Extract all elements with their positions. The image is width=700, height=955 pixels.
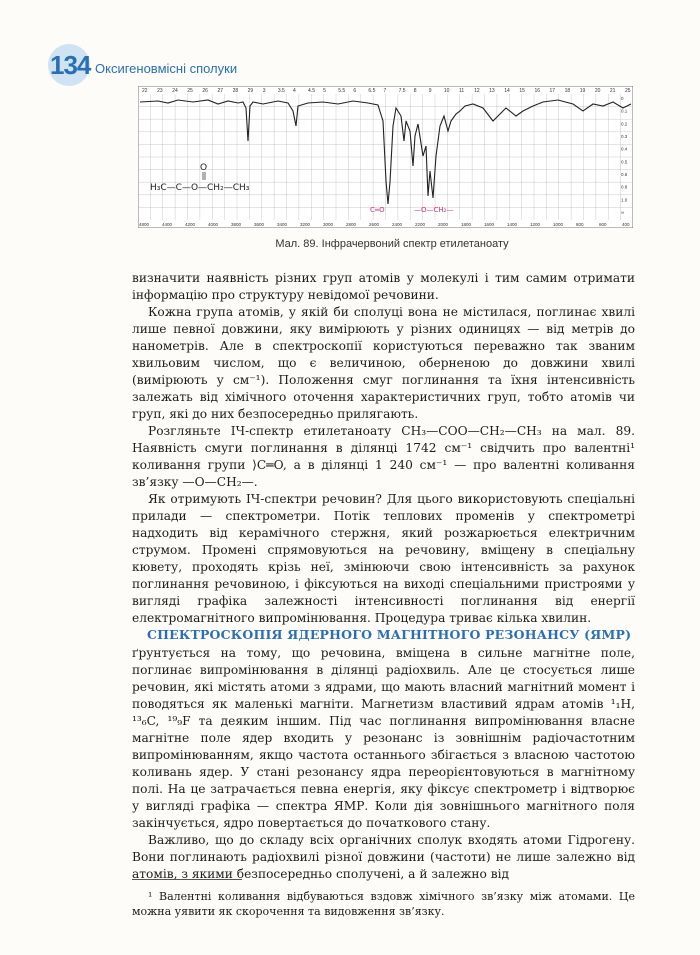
paragraph-5: ґрунтується на тому, що речовина, вміщена в сильне магнітне поле, поглинає випромінювання в ділянці радіохвиль. Але це стосується лише речовин, які містять атоми з ядрами, що мають власний магнітний момент і поводяться як маленькі магніти. Магнетизм властивий ядрам атомів ¹₁H, ¹³₆C, ¹⁹₉F та деяким іншим. Під час поглинання випромінювання власне магнітне поле ядер входить у резонанс із зовнішнім радіочастотним випромінюванням, якщо частота останнього збігається з власною частотою коливань ядер. У стані резонансу ядра переорієнтовуються в магнітному полі. На це затрачається певна енергія, яку фіксує спектрометр і відтворює у вигляді графіка — спектра ЯМР. Коли дія зовнішнього магнітного поля закінчується, ядро повертається до початкового стану. (132, 646, 635, 830)
body-text-top (132, 270, 635, 627)
figure-caption: Мал. 89. Інфрачервоний спектр етилетаноату (275, 238, 509, 250)
bottom-tick-label: 2400 (392, 222, 403, 227)
top-tick-label: 8 (413, 88, 417, 94)
top-tick-label: 25 (625, 88, 631, 94)
top-tick-label: 9 (428, 88, 432, 94)
bottom-tick-label: 3400 (277, 222, 288, 227)
top-tick-label: 4 (292, 88, 296, 94)
top-tick-label: 18 (564, 88, 571, 94)
section-heading-nmr: СПЕКТРОСКОПІЯ ЯДЕРНОГО МАГНІТНОГО РЕЗОНАНСУ (ЯМР) (147, 627, 632, 642)
bottom-tick-label: 2600 (369, 222, 380, 227)
top-tick-label: 12 (474, 88, 480, 94)
top-tick-label: 3.5 (277, 88, 285, 94)
formula-ethyl-ethanoate: H₃C—C—O—CH₂—CH₃ (150, 183, 250, 193)
top-tick-label: 27 (217, 88, 224, 94)
peak-label-carbonyl: C═O (370, 206, 385, 214)
top-tick-label: 10 (443, 88, 450, 94)
top-tick-label: 6 (353, 88, 357, 94)
right-tick-label: 0.2 (621, 121, 628, 127)
right-tick-label: ∞ (621, 210, 625, 215)
bottom-tick-label: 1800 (461, 222, 472, 227)
bottom-tick-label: 2200 (415, 222, 426, 227)
page-number: 134 (50, 50, 91, 80)
bottom-tick-label: 400 (622, 222, 630, 227)
top-tick-label: 7 (383, 88, 387, 94)
footnote: ¹ Валентні коливання відбуваються вздовж хімічного зв’язку між атомами. Це можна уявити як скорочення та видовження зв’язку. (132, 890, 635, 918)
bottom-tick-label: 1200 (530, 222, 541, 227)
bottom-tick-label: 1000 (553, 222, 564, 227)
bottom-tick-label: 3600 (254, 222, 265, 227)
top-tick-label: 4.5 (308, 88, 315, 94)
top-tick-label: 15 (519, 88, 525, 94)
top-tick-label: 21 (609, 88, 616, 94)
bottom-tick-label: 800 (576, 222, 584, 227)
bottom-tick-label: 4000 (208, 222, 219, 227)
top-tick-label: 14 (504, 88, 510, 94)
paragraph-6: Важливо, що до складу всіх органічних сполук входять атоми Гідрогену. Вони поглинають радіохвилі різної довжини (частоти) не лише залежно від атомів, з якими безпосередньо сполучені, а й залежно від (132, 833, 635, 881)
top-tick-label: 16 (534, 88, 540, 94)
right-tick-label: 0.6 (621, 172, 628, 177)
right-tick-label: 0.3 (621, 134, 628, 139)
top-tick-label: 28 (232, 88, 239, 94)
bottom-tick-label: 3800 (231, 222, 242, 227)
top-tick-label: 25 (187, 88, 193, 94)
top-tick-label: 3 (262, 88, 266, 94)
formula-carbonyl-o: O (200, 163, 208, 173)
paragraph-3: Розгляньте ІЧ-спектр етилетаноату CH₃—COO—CH₂—CH₃ на мал. 89. Наявність смуги поглинання в ділянці 1742 см⁻¹ свідчить про валентні¹ коливання групи ⟩C═O, а в ділянці 1 240 см⁻¹ — про валентні коливання зв’язку —O—CH₂—. (132, 424, 635, 489)
paragraph-4: Як отримують ІЧ-спектри речовин? Для цього використовують спеціальні прилади — спектрометри. Потік теплових променів у спектрометрі надходить від керамічного стержня, який розжарюється електричним струмом. Промені спрямовуються на речовину, вміщену в спеціальну кювету, проходять крізь неї, змінюючи свою інтенсивність за рахунок поглинання речовиною, і фіксуються на виході спеціальними пристроями у вигляді графіка залежності інтенсивності поглинання від енергії електромагнітного випромінювання. Процедура триває кілька хвилин. (132, 492, 635, 625)
paragraph-1: визначити наявність різних груп атомів у молекулі і тим самим отримати інформацію про структуру невідомої речовини. (132, 271, 635, 302)
top-tick-label: 23 (157, 88, 163, 94)
bottom-tick-label: 1400 (507, 222, 518, 227)
bottom-tick-label: 3000 (323, 222, 334, 227)
bottom-tick-label: 4800 (139, 222, 150, 227)
top-tick-label: 5.5 (338, 88, 346, 94)
top-tick-label: 6.5 (368, 88, 376, 94)
top-tick-label: 22 (142, 88, 148, 94)
top-tick-label: 24 (172, 88, 178, 94)
top-tick-label: 19 (579, 88, 586, 94)
top-tick-label: 13 (489, 88, 495, 94)
top-tick-label: 17 (549, 88, 556, 94)
top-tick-label: 7.5 (398, 88, 406, 94)
bottom-tick-label: 1600 (484, 222, 495, 227)
right-tick-label: 0.5 (621, 159, 628, 165)
ir-spectrum-figure (138, 86, 633, 228)
top-tick-label: 29 (247, 88, 254, 94)
right-tick-label: 0.8 (621, 184, 628, 190)
right-tick-label: 1.0 (621, 197, 628, 203)
bottom-tick-label: 4400 (162, 222, 173, 227)
top-tick-label: 26 (202, 88, 208, 94)
body-text-bottom (132, 645, 635, 883)
paragraph-2: Кожна група атомів, у якій би сполуці вона не містилася, поглинає хвилі лише певної довжини, яку вимірюють у різних одиницях — від метрів до нанометрів. Але в спектроскопії користуються переважно так званим хвильовим числом, що є величиною, оберненою до довжини хвилі (вимірюють у см⁻¹). Положення смуг поглинання та їхня інтенсивність залежать від хімічного оточення характеристичних груп, тобто атомів чи груп, які до них безпосередньо прилягають. (132, 305, 635, 421)
right-tick-label: 0 (621, 96, 624, 101)
bottom-tick-label: 600 (599, 222, 607, 227)
top-tick-label: 11 (458, 88, 465, 94)
top-tick-label: 5 (323, 88, 326, 94)
bottom-tick-label: 3200 (300, 222, 311, 227)
peak-label-och2: —O—CH₂— (414, 206, 454, 214)
footnote-divider (132, 879, 242, 880)
right-tick-label: 0.1 (621, 108, 628, 114)
top-tick-label: 20 (594, 88, 601, 94)
right-tick-label: 0.4 (621, 146, 628, 152)
section-title: Оксигеновмісні сполуки (95, 61, 238, 76)
bottom-tick-label: 2000 (438, 222, 449, 227)
bottom-tick-label: 4200 (185, 222, 196, 227)
bottom-tick-label: 2800 (346, 222, 357, 227)
